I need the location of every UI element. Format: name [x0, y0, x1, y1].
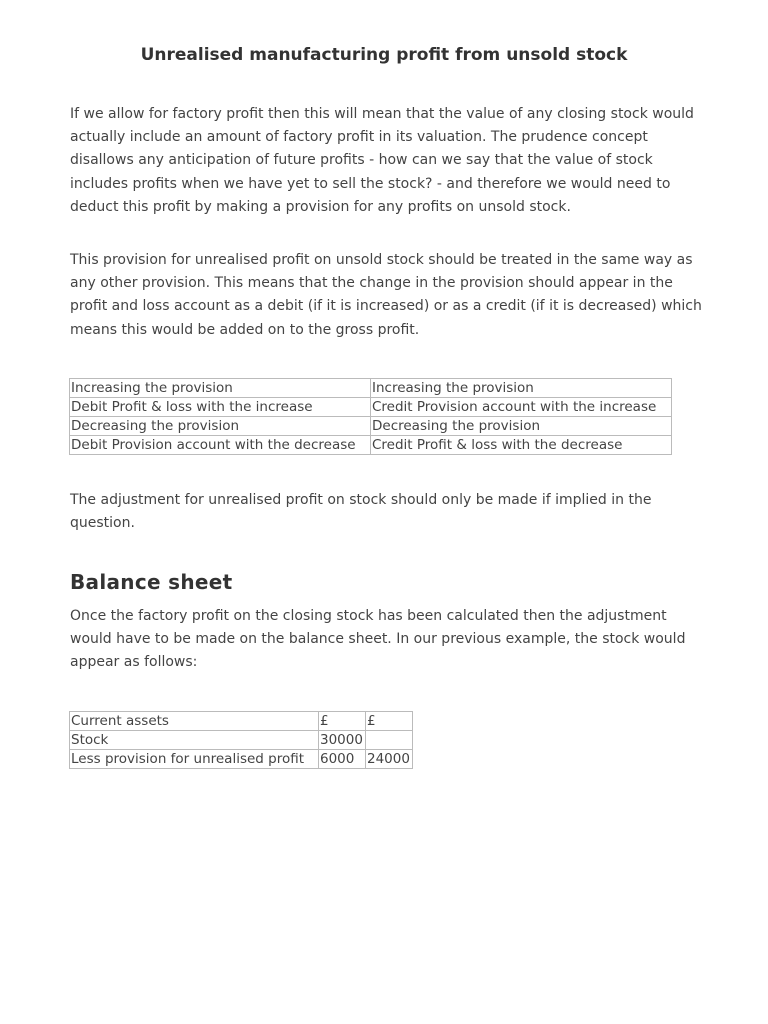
table-cell: Debit Profit & loss with the increase — [70, 398, 371, 417]
table-cell: Credit Provision account with the increase — [371, 398, 672, 417]
paragraph-adjustment-note: The adjustment for unrealised profit on stock should only be made if implied in the question. — [70, 492, 652, 532]
table-cell: Decreasing the provision — [70, 417, 371, 436]
section-heading-balance-sheet: Balance sheet — [70, 570, 233, 594]
table-row — [70, 379, 672, 398]
table-cell: Credit Profit & loss with the decrease — [371, 436, 672, 455]
table-row — [70, 731, 413, 750]
table-row — [70, 750, 413, 769]
paragraph-balance-sheet: Once the factory profit on the closing stock has been calculated then the adjustment would have to be made on the balance sheet. In our previous example, the stock would appear as follows: — [70, 608, 686, 671]
table-cell: Less provision for unrealised profit — [70, 750, 319, 769]
balance-sheet-table — [69, 711, 413, 769]
table-row — [70, 398, 672, 417]
page-title: Unrealised manufacturing profit from unsold stock — [140, 45, 628, 65]
table-cell: £ — [319, 712, 366, 731]
paragraph-provision-treatment: This provision for unrealised profit on unsold stock should be treated in the same way as any other provision. This means that the change in the provision should appear in the profit and loss account as a debit (if it is increased) or as a credit (if it is decreased) which means this would be added on to the gross profit. — [70, 252, 702, 338]
table-cell: Stock — [70, 731, 319, 750]
table-cell: Current assets — [70, 712, 319, 731]
table-row — [70, 436, 672, 455]
table-row — [70, 712, 413, 731]
table-row — [70, 417, 672, 436]
table-cell: Decreasing the provision — [371, 417, 672, 436]
paragraph-factory-profit: If we allow for factory profit then this will mean that the value of any closing stock would actually include an amount of factory profit in its valuation. The prudence concept disallows any anticipation of future profits - how can we say that the value of stock includes profits when we have yet to sell the stock? - and therefore we would need to deduct this profit by making a provision for any profits on unsold stock. — [70, 106, 694, 215]
table-cell: £ — [366, 712, 413, 731]
table-cell — [366, 731, 413, 750]
table-cell: Increasing the provision — [70, 379, 371, 398]
table-cell: 30000 — [319, 731, 366, 750]
table-cell: Debit Provision account with the decrease — [70, 436, 371, 455]
table-cell: 24000 — [366, 750, 413, 769]
table-cell: 6000 — [319, 750, 366, 769]
provision-table — [69, 378, 672, 455]
table-cell: Increasing the provision — [371, 379, 672, 398]
